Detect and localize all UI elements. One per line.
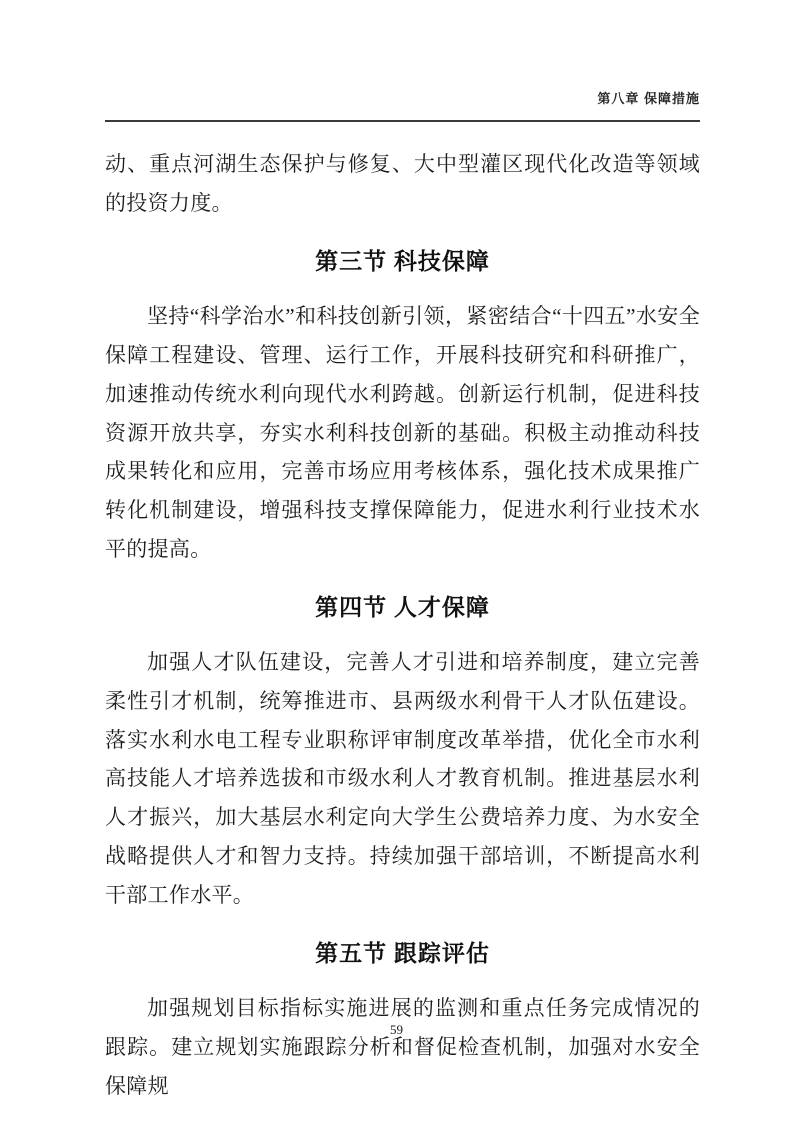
page-number: 59 — [390, 1022, 403, 1037]
section-heading-5: 第五节 跟踪评估 — [315, 941, 490, 967]
section-heading-4: 第四节 人才保障 — [315, 595, 490, 621]
paragraph-continuation: 动、重点河湖生态保护与修复、大中型灌区现代化改造等领域的投资力度。 — [105, 152, 700, 215]
running-header: 第八章 保障措施 — [105, 88, 700, 122]
paragraph-section-5: 加强规划目标指标实施进展的监测和重点任务完成情况的跟踪。建立规划实施跟踪分析和督促检查机制，加强对水安全保障规 — [105, 996, 700, 1098]
content-area — [105, 88, 700, 1105]
paragraph-section-4: 加强人才队伍建设，完善人才引进和培养制度，建立完善柔性引才机制，统筹推进市、县两级水利骨干人才队伍建设。落实水利水电工程专业职称评审制度改革举措，优化全市水利高技能人才培养选拔和市级水利人才教育机制。推进基层水利人才振兴，加大基层水利定向大学生公费培养力度、为水安全战略提供人才和智力支持。持续加强干部培训，不断提高水利干部工作水平。 — [105, 650, 700, 907]
section-heading-3: 第三节 科技保障 — [315, 249, 490, 275]
paragraph-section-3: 坚持“科学治水”和科技创新引领，紧密结合“十四五”水安全保障工程建设、管理、运行工作，开展科技研究和科研推广，加速推动传统水利向现代水利跨越。创新运行机制，促进科技资源开放共享，夯实水利科技创新的基础。积极主动推动科技成果转化和应用，完善市场应用考核体系，强化技术成果推广转化机制建设，增强科技支撑保障能力，促进水利行业技术水平的提高。 — [105, 304, 700, 561]
